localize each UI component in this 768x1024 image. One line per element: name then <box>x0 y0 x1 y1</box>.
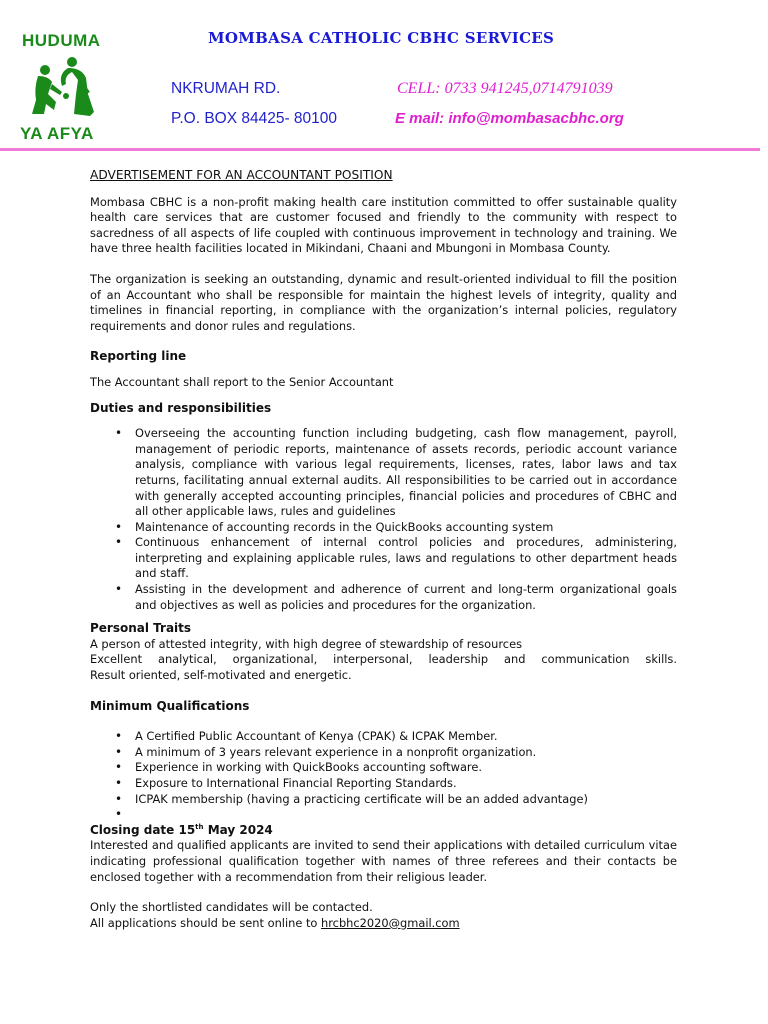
duties-heading: Duties and responsibilities <box>90 400 272 415</box>
apply-prefix: All applications should be sent online to <box>90 915 322 930</box>
trait-line: Result oriented, self-motivated and energetic. <box>90 668 352 683</box>
qualifications-list <box>90 729 677 823</box>
trait-line: A person of attested integrity, with high degree of stewardship of resources <box>90 636 523 651</box>
logo-text-bottom: YA AFYA <box>20 124 94 143</box>
qualification-item: • A minimum of 3 years relevant experience in a nonprofit organization. <box>135 745 677 761</box>
duty-item: • Maintenance of accounting records in the QuickBooks accounting system <box>135 520 677 536</box>
personal-traits-heading: Personal Traits <box>90 621 192 636</box>
intro-paragraph-2: The organization is seeking an outstanding, dynamic and result-oriented individual to fill the position of an Accountant who shall be responsible for maintain the highest levels of integrity, quality and timelines in financial reporting, in compliance with the organization’s internal policies, regulatory requirements and donor rules and regulations. <box>90 271 677 333</box>
closing-date-ordinal: th <box>195 822 204 831</box>
header-divider <box>0 148 760 151</box>
intro-paragraph-1: Mombasa CBHC is a non-profit making health care institution committed to offer sustainable quality health care services that are customer focused and friendly to the community with respect to sacredness of all aspects of life coupled with continuous improvement in technology and training. We have three health facilities located in Mikindani, Chaani and Mbungoni in Mombasa County. <box>90 194 677 256</box>
cell-numbers: CELL: 0733 941245,0714791039 <box>397 80 613 97</box>
apply-email-link[interactable]: hrcbhc2020@gmail.com <box>321 915 460 930</box>
shortlist-note: Only the shortlisted candidates will be contacted. <box>90 900 373 915</box>
qualification-item-empty <box>135 807 677 823</box>
duty-item: • Continuous enhancement of internal control policies and procedures, administering, interpreting and explaining applicable rules, laws and regulations to other department heads and staff. <box>135 535 677 582</box>
reporting-line-heading: Reporting line <box>90 349 187 364</box>
logo-text-top: HUDUMA <box>22 31 101 50</box>
document-body <box>90 168 677 931</box>
advert-title: ADVERTISEMENT FOR AN ACCOUNTANT POSITION <box>90 168 393 182</box>
qualification-item: • Exposure to International Financial Reporting Standards. <box>135 776 677 792</box>
duty-item: • Assisting in the development and adherence of current and long-term organizational goals and objectives as well as policies and procedures for the organization. <box>135 582 677 613</box>
qualification-item: • A Certified Public Accountant of Kenya (CPAK) & ICPAK Member. <box>135 729 677 745</box>
trait-line: Excellent analytical, organizational, interpersonal, leadership and communication skills. <box>90 652 677 667</box>
closing-date-heading <box>90 823 677 839</box>
address-road: NKRUMAH RD. <box>171 80 281 97</box>
organization-name: MOMBASA CATHOLIC CBHC SERVICES <box>208 29 555 47</box>
reporting-line-text: The Accountant shall report to the Senior Accountant <box>90 374 394 389</box>
qualifications-heading: Minimum Qualifications <box>90 698 250 713</box>
duties-list <box>90 426 677 613</box>
qualification-item: • ICPAK membership (having a practicing certificate will be an added advantage) <box>135 792 677 808</box>
letterhead <box>0 0 768 152</box>
qualification-item: • Experience in working with QuickBooks accounting software. <box>135 760 677 776</box>
closing-date-suffix: May 2024 <box>203 822 273 837</box>
duty-item: • Overseeing the accounting function including budgeting, cash flow management, payroll, management of periodic reports, maintenance of assets records, periodic account variance analysis, compliance with various legal requirements, licenses, rates, labor laws and tax returns, facilitating annual external audits. All responsibilities to be carried out in accordance with generally accepted accounting principles, financial policies and procedures of CBHC and all other applicable laws, rules and guidelines <box>135 426 677 520</box>
address-po-box: P.O. BOX 84425- 80100 <box>171 110 338 127</box>
closing-date-prefix: Closing date 15 <box>90 822 196 837</box>
closing-instructions: Interested and qualified applicants are invited to send their applications with detailed curriculum vitae indicating professional qualification together with names of three referees and their contacts be enclosed together with a recommendation from their religious leader. <box>90 838 677 884</box>
contact-email: E mail: info@mombasacbhc.org <box>395 110 624 127</box>
apply-line <box>90 916 677 932</box>
logo-figures-icon <box>28 54 108 122</box>
